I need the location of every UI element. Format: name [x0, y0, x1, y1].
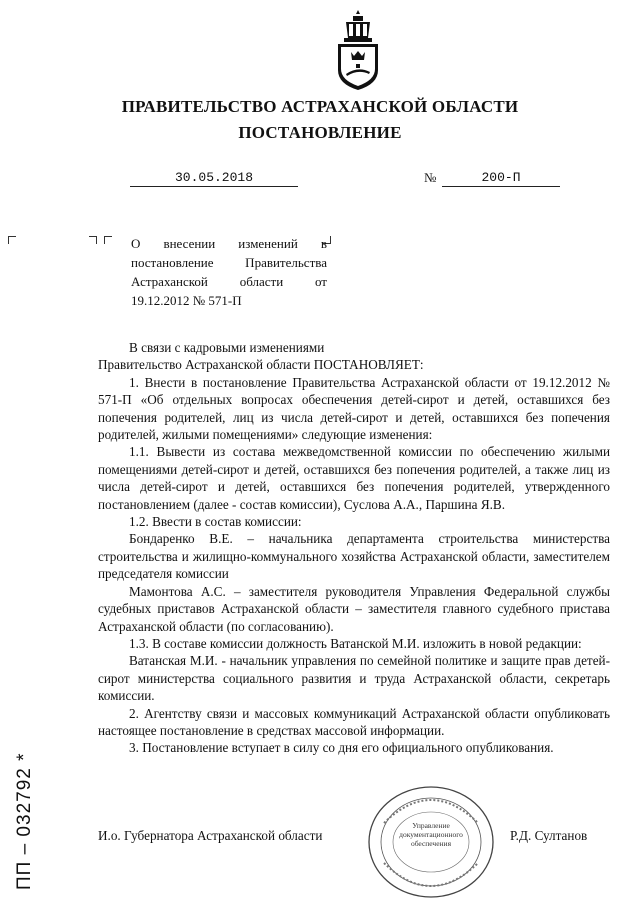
document-body — [98, 339, 610, 757]
document-type: ПОСТАНОВЛЕНИЕ — [238, 123, 402, 142]
body-paragraph: 1. Внести в постановление Правительства Астраханской области от 19.12.2012 № 571-П «Об отдельных вопросах обеспечения детей-сирот и детей, оставшихся без попечения родителей, лиц из числа детей-сирот и детей, оставшихся без попечения родителей, жилыми помещениями» следующие изменения: — [98, 374, 610, 443]
signer-position: И.о. Губернатора Астраханской области — [98, 828, 323, 843]
body-paragraph: 2. Агентству связи и массовых коммуникаций Астраханской области опубликовать настоящее постановление в средствах массовой информации. — [98, 705, 610, 738]
body-paragraph: Мамонтова А.С. – заместителя руководителя Управления Федеральной службы судебных приставов Астраханской области – заместителя главного судебного пристава Астраханской области (по согласованию). — [98, 583, 610, 634]
corner-mark-mid-left — [104, 236, 112, 244]
corner-mark-left — [8, 236, 16, 244]
body-paragraph: Ватанская М.И. - начальник управления по семейной политике и защите прав детей-сирот министерства социального развития и труда Астраханской области, секретарь комиссии. — [98, 653, 610, 704]
body-paragraph: 1.2. Ввести в состав комиссии: — [129, 514, 302, 530]
body-paragraph: Бондаренко В.Е. – начальника департамента строительства министерства строительства и жилищно-коммунального хозяйства Астраханской области, заместителем председателя комиссии — [98, 531, 610, 582]
body-paragraph: 1.1. Вывести из состава межведомственной комиссии по обеспечению жилыми помещениями детей-сирот и детей, оставшихся без попечения родителей, а также лиц из числа детей-сирот и детей, оставшихся без попечения родителей, утвержденного постановлением (далее - состав комиссии), Суслова А.А., Паршина Я.В. — [98, 444, 610, 512]
document-number: 200-П — [442, 170, 560, 187]
document-subject: О внесении изменений в постановление Правительства Астраханской области от 19.12.2012 № 571-П — [131, 236, 327, 308]
body-paragraph: 3. Постановление вступает в силу со дня его официального опубликования. — [129, 740, 554, 756]
registration-code: ПП – 032792 * — [14, 752, 35, 890]
government-title: ПРАВИТЕЛЬСТВО АСТРАХАНСКОЙ ОБЛАСТИ — [121, 97, 519, 116]
document-date: 30.05.2018 — [130, 170, 298, 187]
stamp-text: Управление документационного обеспечения — [399, 821, 463, 848]
number-label: № — [424, 170, 437, 185]
body-paragraph: В связи с кадровыми изменениями — [129, 340, 325, 355]
signer-name: Р.Д. Султанов — [510, 828, 588, 843]
coat-of-arms-icon — [332, 8, 384, 92]
body-paragraph: 1.3. В составе комиссии должность Ватанской М.И. изложить в новой редакции: — [129, 635, 582, 651]
body-paragraph: Правительство Астраханской области ПОСТАНОВЛЯЕТ: — [98, 357, 424, 373]
corner-mark-mid-right — [89, 236, 97, 244]
